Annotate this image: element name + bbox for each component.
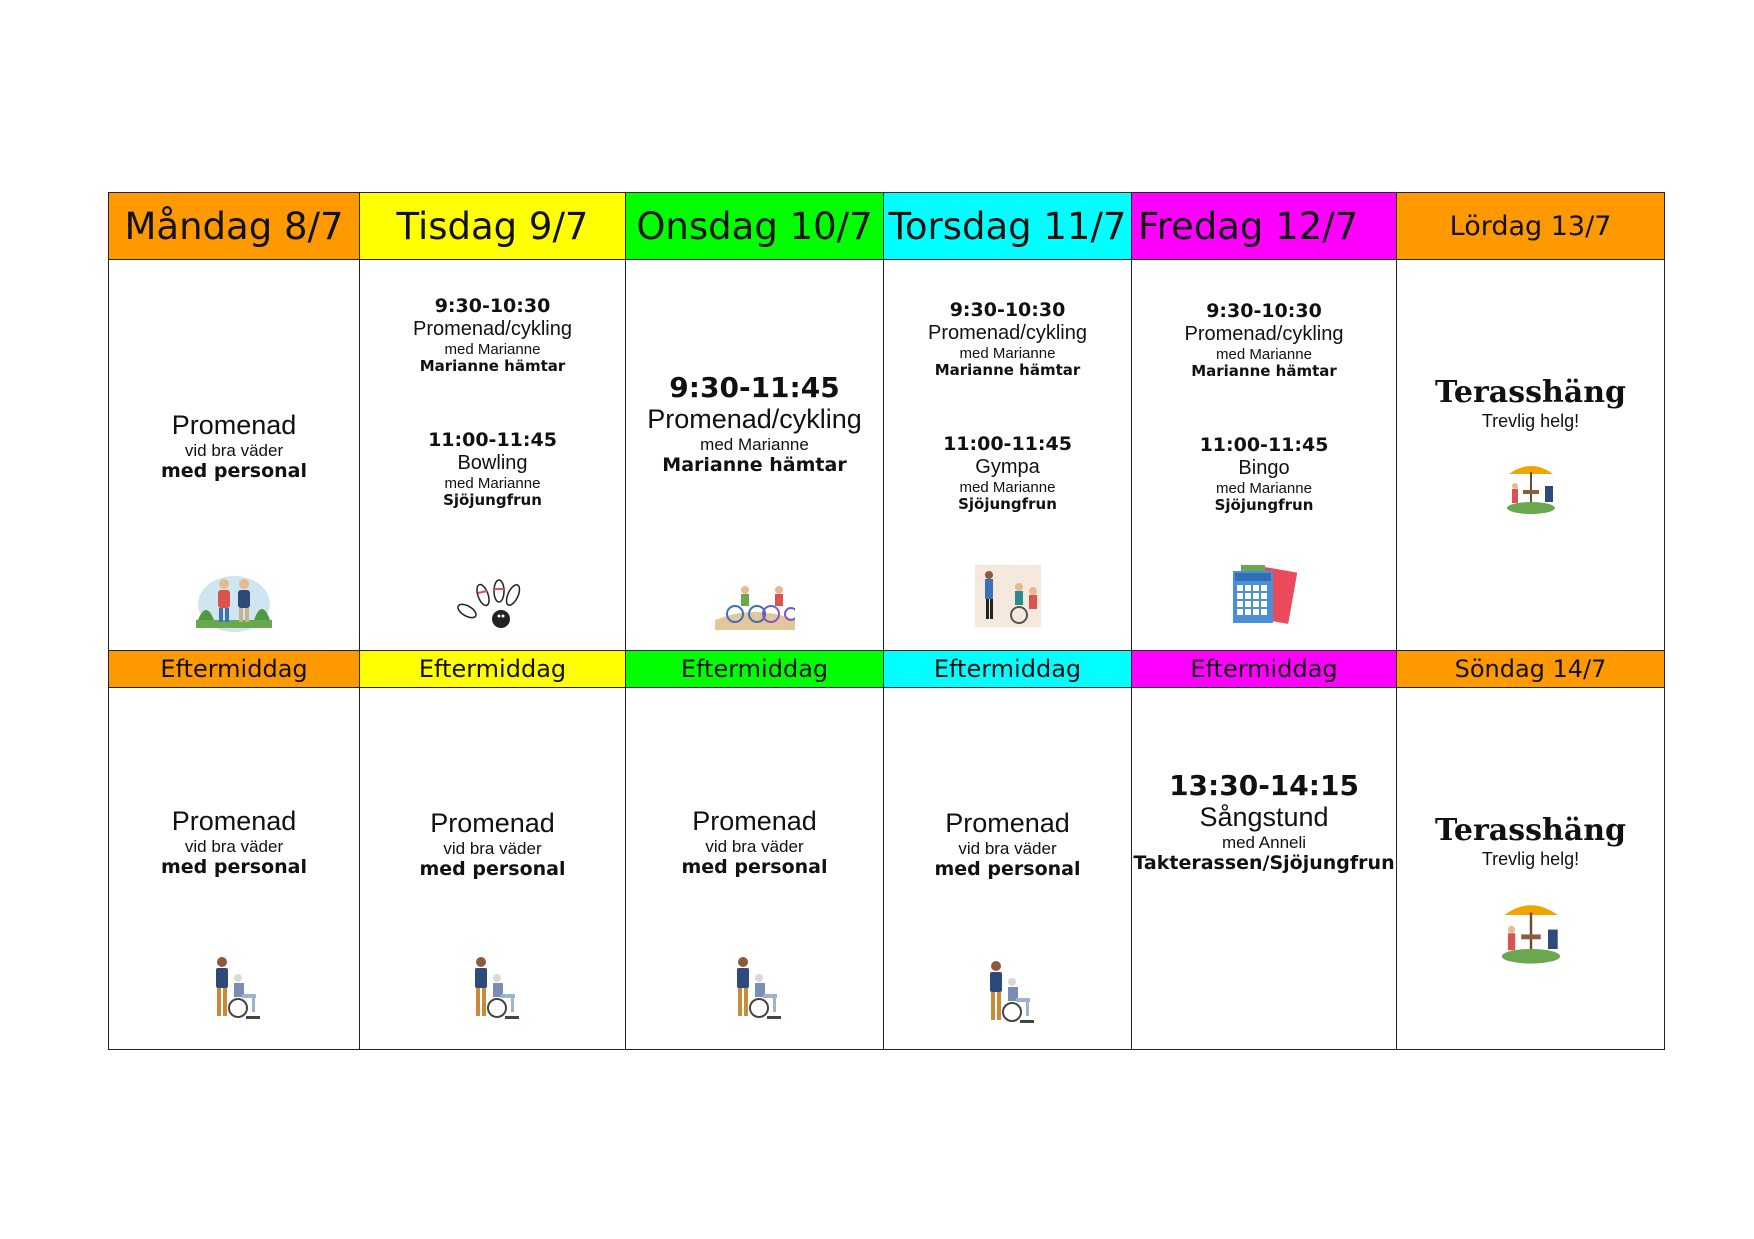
time-label: 11:00-11:45: [428, 429, 557, 451]
place-label: Sjöjungfrun: [443, 491, 542, 510]
activity-label: Promenad/cykling: [1184, 322, 1344, 345]
activity-label: Promenad: [171, 806, 297, 836]
activity-label: Promenad: [430, 808, 555, 838]
morning-friday-cell: [1132, 260, 1397, 651]
header-friday: [1132, 193, 1397, 260]
header-wednesday: [626, 193, 884, 260]
afternoon-row: [109, 688, 1665, 1050]
morning-saturday-cell: [1397, 260, 1665, 651]
afternoon-header-wednesday: [626, 651, 884, 688]
header-saturday: [1397, 193, 1665, 260]
header-wednesday-label: Onsdag 10/7: [636, 204, 873, 248]
terrace-umbrella-icon: [1497, 898, 1565, 970]
with-label: med Marianne: [959, 478, 1056, 496]
afternoon-monday-cell: [109, 688, 360, 1050]
time-label: 13:30-14:15: [1169, 769, 1359, 802]
place-label: Sjöjungfrun: [1214, 496, 1314, 515]
time-label: 9:30-10:30: [434, 295, 551, 317]
header-tuesday: [360, 193, 626, 260]
morning-tuesday-cell: [360, 260, 626, 651]
afternoon-label: Eftermiddag: [680, 655, 829, 683]
afternoon-header-friday: [1132, 651, 1397, 688]
morning-wednesday-cell: [626, 260, 884, 651]
wheelchair-walk-icon: [463, 956, 523, 1026]
terrace-title: Terasshäng: [1434, 813, 1627, 848]
terrace-umbrella-icon: [1503, 460, 1559, 520]
activity-label: Promenad/cykling: [413, 317, 572, 340]
afternoon-friday-cell: [1132, 688, 1397, 1050]
terrace-title: Terasshäng: [1434, 375, 1627, 410]
time-label: 9:30-10:30: [949, 299, 1066, 321]
place-label: Sjöjungfrun: [958, 495, 1057, 514]
header-friday-label: Fredag 12/7: [1138, 204, 1359, 248]
with-label: med Marianne: [1216, 345, 1312, 363]
staff-label: med personal: [934, 857, 1081, 880]
afternoon-label: Eftermiddag: [1190, 655, 1338, 683]
header-tuesday-label: Tisdag 9/7: [396, 204, 589, 248]
time-label: 11:00-11:45: [1199, 434, 1329, 456]
afternoon-tuesday-cell: [360, 688, 626, 1050]
with-label: med Marianne: [444, 340, 541, 358]
activity-label: Promenad: [171, 410, 297, 440]
place-label: Marianne hämtar: [1191, 362, 1337, 381]
header-sunday: [1397, 651, 1665, 688]
wheelchair-walk-icon: [978, 960, 1038, 1030]
morning-monday-cell: [109, 260, 360, 651]
morning-thursday-cell: [884, 260, 1132, 651]
activity-label: Promenad/cykling: [928, 321, 1087, 344]
weekend-greeting: Trevlig helg!: [1481, 410, 1580, 431]
with-label: med Marianne: [959, 344, 1056, 362]
afternoon-thursday-cell: [884, 688, 1132, 1050]
afternoon-label: Eftermiddag: [933, 655, 1082, 683]
header-thursday: [884, 193, 1132, 260]
afternoon-header-tuesday: [360, 651, 626, 688]
afternoon-label: Eftermiddag: [160, 655, 308, 683]
wheelchair-walk-icon: [204, 956, 264, 1026]
time-label: 9:30-10:30: [1206, 300, 1322, 322]
header-monday-label: Måndag 8/7: [124, 204, 344, 248]
condition-label: vid bra väder: [705, 837, 804, 857]
header-thursday-label: Torsdag 11/7: [888, 204, 1127, 248]
with-label: med Marianne: [444, 474, 541, 492]
activity-label: Bowling: [457, 451, 528, 474]
morning-row: [109, 260, 1665, 651]
exercise-group-icon: [975, 565, 1041, 631]
place-label: Takterassen/Sjöjungfrun: [1133, 851, 1395, 874]
staff-label: med personal: [681, 855, 828, 878]
afternoon-wednesday-cell: [626, 688, 884, 1050]
activity-label: Promenad: [692, 806, 817, 836]
weekly-schedule: [108, 192, 1665, 1050]
with-label: med Marianne: [700, 435, 809, 455]
activity-label: Gympa: [975, 455, 1040, 478]
afternoon-header-monday: [109, 651, 360, 688]
afternoon-label: Eftermiddag: [418, 655, 567, 683]
header-saturday-label: Lördag 13/7: [1449, 210, 1612, 242]
bingo-cards-icon: [1231, 565, 1297, 631]
condition-label: vid bra väder: [184, 441, 284, 461]
afternoon-sunday-cell: [1397, 688, 1665, 1050]
afternoon-header-thursday: [884, 651, 1132, 688]
condition-label: vid bra väder: [184, 837, 284, 857]
with-label: med Marianne: [1216, 479, 1312, 497]
place-label: Marianne hämtar: [934, 361, 1081, 380]
weekend-greeting: Trevlig helg!: [1481, 848, 1580, 869]
time-label: 11:00-11:45: [943, 433, 1072, 455]
bowling-pins-icon: [453, 575, 533, 635]
day-header-row: [109, 193, 1665, 260]
header-sunday-label: Söndag 14/7: [1454, 655, 1607, 683]
activity-label: Sångstund: [1199, 802, 1329, 833]
place-label: Marianne hämtar: [662, 453, 847, 476]
staff-label: med personal: [419, 857, 566, 880]
time-label: 9:30-11:45: [669, 371, 840, 404]
activity-label: Promenad/cykling: [647, 404, 862, 435]
staff-label: med personal: [161, 459, 307, 482]
activity-label: Promenad: [945, 808, 1070, 838]
wheelchair-walk-icon: [725, 956, 785, 1026]
condition-label: vid bra väder: [443, 839, 542, 859]
with-label: med Anneli: [1221, 833, 1307, 853]
walking-couple-icon: [196, 570, 272, 638]
condition-label: vid bra väder: [958, 839, 1057, 859]
place-label: Marianne hämtar: [419, 357, 566, 376]
activity-label: Bingo: [1238, 456, 1290, 479]
afternoon-header-row: [109, 651, 1665, 688]
staff-label: med personal: [161, 855, 307, 878]
cycling-icon: [715, 580, 795, 634]
header-monday: [109, 193, 360, 260]
